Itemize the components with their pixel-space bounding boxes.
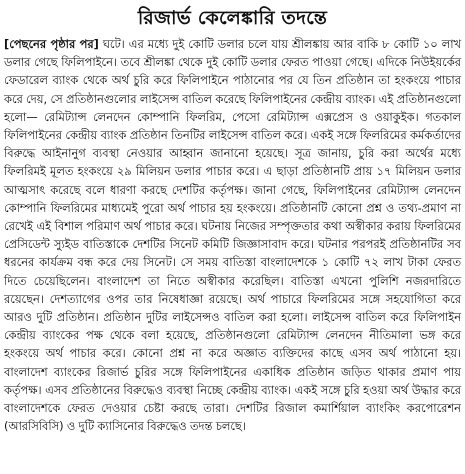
headline: রিজার্ভ কেলেঙ্কারি তদন্তে — [137, 7, 328, 29]
article-body — [4, 35, 461, 435]
body-paragraph: ঘটে। এর মধ্যে দুই কোটি ডলার চলে যায় শ্রীলঙ্কায় আর বাকি ৮ কোটি ১০ লাখ ডলার গেছে ফিলিপাইনে। তবে শ্রীলঙ্কা থেকে দুই কোটি ডলার ফেরত পাওয়া গেছে। এদিকে নিউইয়র্কের ফেডারেল ব্যাংক থেকে অর্থ চুরি করে ফিলিপাইনে পাঠানোর পর যে তিন প্রতিষ্ঠান তা হংকংয়ে পাচার করে দেয়, সে প্রতিষ্ঠানগুলোর লাইসেন্স বাতিল করেছে ফিলিপাইনের কেন্দ্রীয় ব্যাংক। এই প্রতিষ্ঠানগুলো হলো— রেমিট্যান্স লেনদেন কোম্পানি ফিলরিম, পেসো রেমিট্যান্স এক্সপ্রেস ও ওয়াকুইক। গতকাল ফিলিপাইনের কেন্দ্রীয় ব্যাংক প্রতিষ্ঠান তিনটির লাইসেন্স বাতিল করে। একই সঙ্গে ফিলরিমের কর্মকর্তাদের বিরুদ্ধে আইনানুগ ব্যবস্থা নেওয়ার আহ্বান জানানো হয়েছে। সূত্র জানায়, চুরি করা অর্থের মধ্যে ফিলরিমই মূলত হংকংয়ে ২৯ মিলিয়ন ডলার পাচার করে। এ ছাড়া প্রতিষ্ঠানটি প্রায় ১৭ মিলিয়ন ডলার আত্মসাৎ করেছে বলে ধারণা করছে দেশটির কর্তৃপক্ষ। জানা গেছে, ফিলিপাইনের রেমিট্যান্স লেনদেন কোম্পানি ফিলরিমের মাধ্যমেই পুরো অর্থ পাচার হয় হংকংয়ে। প্রতিষ্ঠানটি কোনো প্রশ্ন ও তথ্য-প্রমাণ না রেখেই এই বিশাল পরিমাণ অর্থ পাচার করে। ঘটনায় নিজের সম্পৃক্ততার কথা অস্বীকার করায় ফিলরিমের প্রেসিডেন্ট স্যুইড বাতিস্তাকে দেশটির সিনেট কমিটি জিজ্ঞাসাবাদ করে। ঘটনার পরপরই প্রতিষ্ঠানটির সব ধরনের কার্যক্রম বন্ধ করে দেয় সিনেট। সে সময় বাতিস্তা বাংলাদেশকে ১ কোটি ৭২ লাখ টাকা ফেরত দিতে চেয়েছিলেন। বাংলাদেশ তা নিতে অস্বীকার করেছিল। বাতিস্তা এখনো পুলিশি নজরদারিতে রয়েছেন। দেশত্যাগের ওপর তার নিষেধাজ্ঞা রয়েছে। অর্থ পাচারে ফিলরিমের সঙ্গে সহযোগিতা করে আরও দুটি প্রতিষ্ঠান। প্রতিষ্ঠান দুটির লাইসেন্সও বাতিল করা হলো। লাইসেন্স বাতিল করে ফিলিপাইন কেন্দ্রীয় ব্যাংকের পক্ষ থেকে বলা হয়েছে, প্রতিষ্ঠানগুলো রেমিট্যান্স লেনদেন নীতিমালা ভঙ্গ করে হংকংয়ে অর্থ পাচার করে। কোনো প্রশ্ন না করে অজ্ঞাত ব্যক্তিদের কাছে এসব অর্থ পাঠানো হয়। বাংলাদেশ ব্যাংকের রিজার্ভ চুরির সঙ্গে ফিলিপাইনের একাধিক প্রতিষ্ঠান জড়িত থাকার প্রমাণ পায় কর্তৃপক্ষ। এসব প্রতিষ্ঠানের বিরুদ্ধেও ব্যবস্থা নিচ্ছে কেন্দ্রীয় ব্যাংক। একই সঙ্গে চুরি হওয়া অর্থ উদ্ধার করে বাংলাদেশকে ফেরত দেওয়ার চেষ্টা করছে তারা। দেশটির রিজাল কমার্শিয়াল ব্যাংকিং করপোরেশন (আরসিবিসি) ও দুটি ক্যাসিনোর বিরুদ্ধেও তদন্ত চলছে। — [4, 37, 461, 434]
continuation-marker: [পেছনের পৃষ্ঠার পর] — [4, 37, 99, 51]
